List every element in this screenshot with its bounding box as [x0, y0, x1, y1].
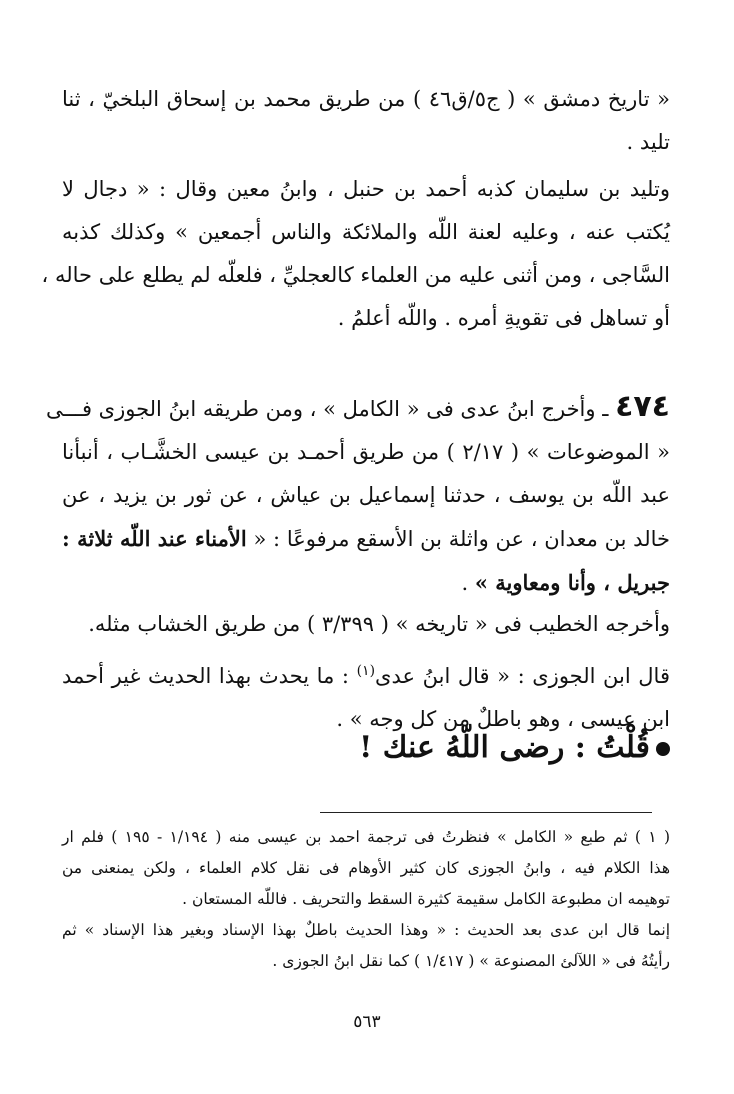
- footnote-line: رأيتُهُ فى « اللآلئ المصنوعة » ( ١/٤١٧ ) كما نقل ابنُ الجوزى .: [272, 952, 670, 970]
- text-line: [62, 517, 670, 561]
- text-line: [62, 650, 670, 698]
- text-line: وتليد بن سليمان كذبه أحمد بن حنبل ، وابنُ معين وقال : « دجال لا: [62, 177, 670, 201]
- footnote-line: ( ١ ) ثم طبع « الكامل » فنظرتُ فى ترجمة احمد بن عيسى منه ( ١/١٩٤ - ١٩٥ ) فلم ار: [62, 828, 670, 846]
- paragraph-talid-ibn-sulayman: [41, 168, 670, 340]
- hadith-text: .: [461, 571, 469, 595]
- text-line: السَّاجى ، ومن أثنى عليه من العلماء كالعجليِّ ، فلعلّه لم يطلع على حاله ،: [41, 263, 670, 287]
- hadith-text: ـ وأخرج ابنُ عدى فى « الكامل » ، ومن طريقه ابنُ الجوزى فـــى: [46, 397, 609, 421]
- quote-text: قال ابن الجوزى : « قال ابنُ عدى: [375, 664, 670, 688]
- page-number: ٥٦٣: [353, 1012, 381, 1032]
- footnote-line: هذا الكلام فيه ، وابنُ الجوزى كان كثير الأوهام فى نقل كلام العلماء ، ولكن يمنعنى من: [62, 859, 670, 877]
- text-line: « الموضوعات » ( ٢/١٧ ) من طريق أحمـد بن عيسى الخشَّـاب ، أنبأنا: [62, 440, 670, 464]
- text-line: [46, 385, 670, 431]
- footnote-line: إنما قال ابن عدى بعد الحديث : « وهذا الحديث باطلٌ بهذا الإسناد وبغير هذا الإسناد » ثم: [62, 921, 670, 939]
- footnote-line: توهيمه ان مطبوعة الكامل سقيمة كثيرة السقط والتحريف . فاللّه المستعان .: [182, 890, 670, 908]
- paragraph-tarikh-dimashq: [62, 78, 670, 164]
- text-line: أو تساهل فى تقويةِ أمره . واللّه أعلمُ .: [337, 306, 670, 330]
- footnote-divider: [320, 812, 652, 813]
- quote-text: : ما يحدث بهذا الحديث غير أحمد: [62, 664, 349, 688]
- paragraph-ibn-al-jawzi: [62, 650, 670, 741]
- text-line: « تاريخ دمشق » ( ج٥/ق٤٦ ) من طريق محمد بن إسحاق البلخيّ ، ثنا: [62, 87, 670, 111]
- text-line: [62, 561, 670, 605]
- text-line: عبد اللّه بن يوسف ، حدثنا إسماعيل بن عياش ، عن ثور بن يزيد ، عن: [62, 483, 670, 507]
- footnotes: [62, 822, 670, 977]
- paragraph-khatib: [62, 603, 670, 646]
- qult-heading: [62, 730, 670, 765]
- bullet-icon: [656, 742, 670, 756]
- hadith-474: [46, 385, 670, 605]
- hadith-text: خالد بن معدان ، عن واثلة بن الأسقع مرفوعًا : «: [253, 527, 670, 551]
- qult-text: قُلْتُ : رضى اللّهُ عنك !: [359, 730, 650, 765]
- text-line: وأخرجه الخطيب فى « تاريخه » ( ٣/٣٩٩ ) من طريق الخشاب مثله.: [88, 612, 670, 636]
- hadith-number: ٤٧٤: [615, 389, 670, 424]
- hadith-matn: الأمناء عند اللّه ثلاثة :: [62, 526, 247, 551]
- text-line: ابن عيسى ، وهو باطلٌ من كل وجه » .: [336, 707, 670, 731]
- text-line: يُكتب عنه ، وعليه لعنة اللّه والملائكة والناس أجمعين » وكذلك كذبه: [62, 220, 670, 244]
- footnote-reference: (١): [356, 663, 376, 679]
- hadith-matn: جبريل ، وأنا ومعاوية »: [474, 570, 670, 595]
- text-line: تليد .: [626, 130, 670, 154]
